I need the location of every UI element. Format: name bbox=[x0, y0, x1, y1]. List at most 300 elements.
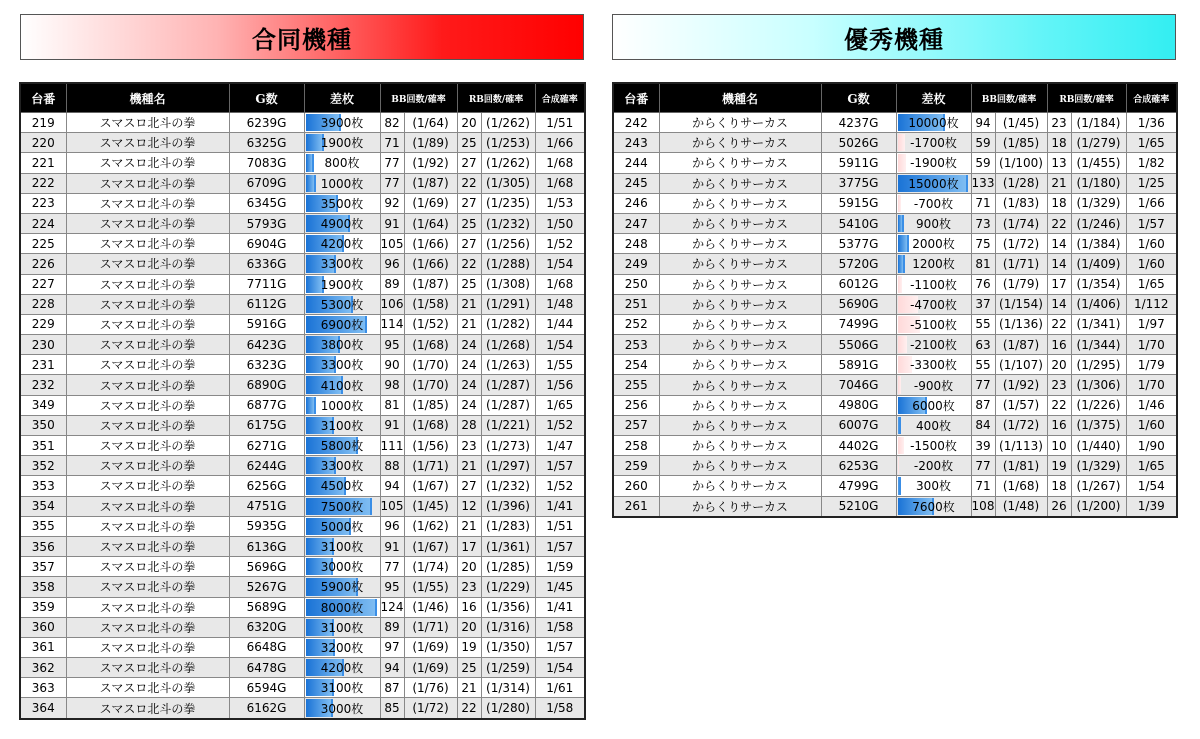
rb-rate-cell: (1/287) bbox=[481, 375, 535, 395]
machine-number-cell: 260 bbox=[613, 476, 659, 496]
bb-rate-cell: (1/89) bbox=[404, 133, 457, 153]
table-row bbox=[613, 173, 1177, 193]
diff-value: 300枚 bbox=[916, 479, 951, 494]
rb-count-cell: 20 bbox=[457, 617, 481, 637]
diff-cell bbox=[304, 637, 380, 657]
machine-number-cell: 350 bbox=[20, 415, 66, 435]
bb-rate-cell: (1/45) bbox=[404, 496, 457, 516]
rb-rate-cell: (1/314) bbox=[481, 678, 535, 698]
total-rate-cell: 1/65 bbox=[535, 395, 585, 415]
model-name-cell: スマスロ北斗の拳 bbox=[66, 617, 229, 637]
rb-count-cell: 27 bbox=[457, 234, 481, 254]
rb-count-cell: 18 bbox=[1047, 133, 1071, 153]
machine-number-cell: 222 bbox=[20, 173, 66, 193]
rb-rate-cell: (1/354) bbox=[1071, 274, 1126, 294]
positive-diff-bar bbox=[898, 215, 904, 232]
diff-cell bbox=[304, 456, 380, 476]
diff-value: 1200枚 bbox=[912, 257, 955, 272]
bb-rate-cell: (1/66) bbox=[404, 234, 457, 254]
diff-value: 1000枚 bbox=[320, 398, 364, 413]
rb-count-cell: 18 bbox=[1047, 193, 1071, 213]
total-rate-cell: 1/57 bbox=[535, 536, 585, 556]
diff-cell bbox=[304, 557, 380, 577]
rb-rate-cell: (1/273) bbox=[481, 436, 535, 456]
games-cell: 6112G bbox=[229, 294, 304, 314]
total-rate-cell: 1/68 bbox=[535, 153, 585, 173]
negative-diff-bar bbox=[898, 276, 903, 293]
total-rate-cell: 1/47 bbox=[535, 436, 585, 456]
machine-number-cell: 224 bbox=[20, 213, 66, 233]
games-cell: 6175G bbox=[229, 415, 304, 435]
rb-count-cell: 25 bbox=[457, 133, 481, 153]
games-cell: 7711G bbox=[229, 274, 304, 294]
table-row bbox=[20, 213, 585, 233]
diff-cell bbox=[896, 436, 971, 456]
bb-rate-cell: (1/67) bbox=[404, 536, 457, 556]
diff-value: 5000枚 bbox=[320, 519, 364, 534]
table-row bbox=[20, 516, 585, 536]
machine-number-cell: 232 bbox=[20, 375, 66, 395]
rb-rate-cell: (1/267) bbox=[1071, 476, 1126, 496]
table-row bbox=[613, 355, 1177, 375]
negative-diff-bar bbox=[898, 376, 902, 393]
bb-count-cell: 71 bbox=[971, 476, 995, 496]
rb-count-cell: 24 bbox=[457, 355, 481, 375]
games-cell: 6007G bbox=[821, 415, 896, 435]
header-bb: BB回数/確率 bbox=[971, 83, 1047, 113]
diff-cell bbox=[896, 274, 971, 294]
total-rate-cell: 1/97 bbox=[1126, 314, 1177, 334]
rb-count-cell: 14 bbox=[1047, 234, 1071, 254]
bb-count-cell: 106 bbox=[380, 294, 404, 314]
total-rate-cell: 1/39 bbox=[1126, 496, 1177, 517]
total-rate-cell: 1/41 bbox=[535, 597, 585, 617]
bb-count-cell: 71 bbox=[380, 133, 404, 153]
rb-rate-cell: (1/229) bbox=[481, 577, 535, 597]
excellent-models-table bbox=[612, 82, 1178, 518]
bb-rate-cell: (1/71) bbox=[995, 254, 1047, 274]
total-rate-cell: 1/79 bbox=[1126, 355, 1177, 375]
games-cell: 6423G bbox=[229, 335, 304, 355]
rb-rate-cell: (1/406) bbox=[1071, 294, 1126, 314]
diff-value: 3100枚 bbox=[320, 620, 364, 635]
table-row bbox=[613, 153, 1177, 173]
games-cell: 5696G bbox=[229, 557, 304, 577]
rb-count-cell: 20 bbox=[457, 113, 481, 133]
bb-count-cell: 95 bbox=[380, 577, 404, 597]
table-row bbox=[20, 698, 585, 719]
bb-count-cell: 124 bbox=[380, 597, 404, 617]
bb-count-cell: 96 bbox=[380, 254, 404, 274]
table-row bbox=[20, 133, 585, 153]
diff-cell bbox=[304, 395, 380, 415]
bb-count-cell: 87 bbox=[380, 678, 404, 698]
diff-cell bbox=[304, 153, 380, 173]
rb-rate-cell: (1/246) bbox=[1071, 213, 1126, 233]
rb-count-cell: 16 bbox=[1047, 415, 1071, 435]
diff-value: 3800枚 bbox=[320, 338, 364, 353]
header-model-name: 機種名 bbox=[659, 83, 821, 113]
machine-number-cell: 354 bbox=[20, 496, 66, 516]
bb-rate-cell: (1/45) bbox=[995, 113, 1047, 133]
machine-number-cell: 359 bbox=[20, 597, 66, 617]
bb-count-cell: 98 bbox=[380, 375, 404, 395]
machine-number-cell: 246 bbox=[613, 193, 659, 213]
diff-cell bbox=[304, 678, 380, 698]
table-row bbox=[20, 536, 585, 556]
bb-rate-cell: (1/69) bbox=[404, 637, 457, 657]
rb-rate-cell: (1/262) bbox=[481, 113, 535, 133]
model-name-cell: スマスロ北斗の拳 bbox=[66, 375, 229, 395]
total-rate-cell: 1/65 bbox=[1126, 133, 1177, 153]
table-row bbox=[20, 658, 585, 678]
total-rate-cell: 1/70 bbox=[1126, 335, 1177, 355]
total-rate-cell: 1/66 bbox=[1126, 193, 1177, 213]
diff-value: 7600枚 bbox=[912, 499, 955, 514]
diff-value: 5300枚 bbox=[320, 297, 364, 312]
model-name-cell: スマスロ北斗の拳 bbox=[66, 536, 229, 556]
rb-count-cell: 24 bbox=[457, 395, 481, 415]
diff-cell bbox=[304, 314, 380, 334]
total-rate-cell: 1/58 bbox=[535, 698, 585, 719]
total-rate-cell: 1/41 bbox=[535, 496, 585, 516]
total-rate-cell: 1/57 bbox=[1126, 213, 1177, 233]
bb-count-cell: 81 bbox=[380, 395, 404, 415]
rb-rate-cell: (1/329) bbox=[1071, 456, 1126, 476]
bb-count-cell: 85 bbox=[380, 698, 404, 719]
rb-count-cell: 26 bbox=[1047, 496, 1071, 517]
total-rate-cell: 1/45 bbox=[535, 577, 585, 597]
rb-rate-cell: (1/279) bbox=[1071, 133, 1126, 153]
model-name-cell: スマスロ北斗の拳 bbox=[66, 274, 229, 294]
diff-cell bbox=[304, 375, 380, 395]
rb-rate-cell: (1/361) bbox=[481, 536, 535, 556]
rb-rate-cell: (1/180) bbox=[1071, 173, 1126, 193]
table-row bbox=[20, 476, 585, 496]
machine-number-cell: 229 bbox=[20, 314, 66, 334]
bb-rate-cell: (1/107) bbox=[995, 355, 1047, 375]
rb-rate-cell: (1/221) bbox=[481, 415, 535, 435]
games-cell: 5916G bbox=[229, 314, 304, 334]
rb-rate-cell: (1/305) bbox=[481, 173, 535, 193]
total-rate-cell: 1/68 bbox=[535, 173, 585, 193]
bb-rate-cell: (1/57) bbox=[995, 395, 1047, 415]
rb-rate-cell: (1/291) bbox=[481, 294, 535, 314]
games-cell: 7499G bbox=[821, 314, 896, 334]
model-name-cell: からくりサーカス bbox=[659, 254, 821, 274]
bb-count-cell: 97 bbox=[380, 637, 404, 657]
rb-rate-cell: (1/226) bbox=[1071, 395, 1126, 415]
rb-count-cell: 25 bbox=[457, 274, 481, 294]
rb-count-cell: 23 bbox=[457, 577, 481, 597]
machine-number-cell: 253 bbox=[613, 335, 659, 355]
rb-count-cell: 20 bbox=[457, 557, 481, 577]
bb-count-cell: 71 bbox=[971, 193, 995, 213]
rb-rate-cell: (1/259) bbox=[481, 658, 535, 678]
diff-value: 800枚 bbox=[324, 156, 360, 171]
bb-count-cell: 76 bbox=[971, 274, 995, 294]
bb-count-cell: 133 bbox=[971, 173, 995, 193]
bb-rate-cell: (1/56) bbox=[404, 436, 457, 456]
bb-rate-cell: (1/69) bbox=[404, 193, 457, 213]
diff-value: 3900枚 bbox=[320, 116, 364, 131]
bb-rate-cell: (1/58) bbox=[404, 294, 457, 314]
diff-value: 3300枚 bbox=[320, 257, 364, 272]
bb-count-cell: 39 bbox=[971, 436, 995, 456]
bb-rate-cell: (1/85) bbox=[404, 395, 457, 415]
bb-rate-cell: (1/67) bbox=[404, 476, 457, 496]
model-name-cell: からくりサーカス bbox=[659, 173, 821, 193]
model-name-cell: スマスロ北斗の拳 bbox=[66, 113, 229, 133]
positive-diff-bar bbox=[898, 417, 902, 434]
machine-number-cell: 220 bbox=[20, 133, 66, 153]
bb-rate-cell: (1/81) bbox=[995, 456, 1047, 476]
bb-rate-cell: (1/136) bbox=[995, 314, 1047, 334]
diff-cell bbox=[304, 516, 380, 536]
model-name-cell: スマスロ北斗の拳 bbox=[66, 678, 229, 698]
bb-count-cell: 89 bbox=[380, 274, 404, 294]
total-rate-cell: 1/61 bbox=[535, 678, 585, 698]
diff-cell bbox=[304, 577, 380, 597]
diff-value: -4700枚 bbox=[910, 297, 957, 312]
model-name-cell: スマスロ北斗の拳 bbox=[66, 173, 229, 193]
positive-diff-bar bbox=[898, 477, 901, 494]
bb-count-cell: 105 bbox=[380, 234, 404, 254]
bb-rate-cell: (1/46) bbox=[404, 597, 457, 617]
total-rate-cell: 1/52 bbox=[535, 476, 585, 496]
bb-rate-cell: (1/79) bbox=[995, 274, 1047, 294]
total-rate-cell: 1/58 bbox=[535, 617, 585, 637]
model-name-cell: スマスロ北斗の拳 bbox=[66, 294, 229, 314]
diff-value: 3300枚 bbox=[320, 358, 364, 373]
header-rb: RB回数/確率 bbox=[457, 83, 535, 113]
diff-cell bbox=[896, 294, 971, 314]
diff-value: 2000枚 bbox=[912, 237, 955, 252]
table-row bbox=[613, 193, 1177, 213]
bb-count-cell: 55 bbox=[971, 314, 995, 334]
bb-rate-cell: (1/71) bbox=[404, 617, 457, 637]
total-rate-cell: 1/57 bbox=[535, 456, 585, 476]
rb-count-cell: 22 bbox=[1047, 314, 1071, 334]
header-rb: RB回数/確率 bbox=[1047, 83, 1126, 113]
model-name-cell: からくりサーカス bbox=[659, 476, 821, 496]
bb-rate-cell: (1/74) bbox=[404, 557, 457, 577]
bb-count-cell: 88 bbox=[380, 456, 404, 476]
diff-value: 1000枚 bbox=[320, 176, 364, 191]
table-row bbox=[613, 496, 1177, 517]
header-total-rate: 合成確率 bbox=[535, 83, 585, 113]
table-header-row bbox=[613, 83, 1177, 113]
header-machine-no: 台番 bbox=[20, 83, 66, 113]
rb-count-cell: 22 bbox=[1047, 213, 1071, 233]
bb-count-cell: 95 bbox=[380, 335, 404, 355]
bb-rate-cell: (1/113) bbox=[995, 436, 1047, 456]
diff-cell bbox=[896, 213, 971, 233]
machine-number-cell: 227 bbox=[20, 274, 66, 294]
table-row bbox=[20, 678, 585, 698]
table-row bbox=[20, 173, 585, 193]
bb-count-cell: 94 bbox=[380, 476, 404, 496]
games-cell: 6256G bbox=[229, 476, 304, 496]
games-cell: 6325G bbox=[229, 133, 304, 153]
diff-value: 4500枚 bbox=[320, 479, 364, 494]
bb-count-cell: 63 bbox=[971, 335, 995, 355]
table-row bbox=[20, 375, 585, 395]
rb-count-cell: 21 bbox=[457, 294, 481, 314]
header-bb: BB回数/確率 bbox=[380, 83, 457, 113]
rb-rate-cell: (1/316) bbox=[481, 617, 535, 637]
games-cell: 7046G bbox=[821, 375, 896, 395]
total-rate-cell: 1/68 bbox=[535, 274, 585, 294]
games-cell: 6478G bbox=[229, 658, 304, 678]
model-name-cell: スマスロ北斗の拳 bbox=[66, 234, 229, 254]
rb-rate-cell: (1/356) bbox=[481, 597, 535, 617]
total-rate-cell: 1/54 bbox=[1126, 476, 1177, 496]
diff-cell bbox=[304, 536, 380, 556]
games-cell: 5210G bbox=[821, 496, 896, 517]
bb-rate-cell: (1/28) bbox=[995, 173, 1047, 193]
model-name-cell: スマスロ北斗の拳 bbox=[66, 254, 229, 274]
games-cell: 6136G bbox=[229, 536, 304, 556]
negative-diff-bar bbox=[898, 457, 899, 474]
table-row bbox=[20, 254, 585, 274]
table-row bbox=[20, 577, 585, 597]
rb-count-cell: 20 bbox=[1047, 355, 1071, 375]
games-cell: 6244G bbox=[229, 456, 304, 476]
rb-count-cell: 24 bbox=[457, 375, 481, 395]
bb-rate-cell: (1/72) bbox=[995, 234, 1047, 254]
diff-cell bbox=[304, 294, 380, 314]
rb-rate-cell: (1/200) bbox=[1071, 496, 1126, 517]
diff-cell bbox=[896, 113, 971, 133]
table-row bbox=[20, 597, 585, 617]
diff-cell bbox=[896, 153, 971, 173]
rb-rate-cell: (1/341) bbox=[1071, 314, 1126, 334]
diff-value: 6900枚 bbox=[320, 317, 364, 332]
model-name-cell: スマスロ北斗の拳 bbox=[66, 415, 229, 435]
rb-rate-cell: (1/263) bbox=[481, 355, 535, 375]
rb-rate-cell: (1/287) bbox=[481, 395, 535, 415]
table-row bbox=[20, 355, 585, 375]
model-name-cell: スマスロ北斗の拳 bbox=[66, 456, 229, 476]
diff-value: 4100枚 bbox=[320, 378, 364, 393]
machine-number-cell: 352 bbox=[20, 456, 66, 476]
total-rate-cell: 1/36 bbox=[1126, 113, 1177, 133]
games-cell: 7083G bbox=[229, 153, 304, 173]
rb-count-cell: 22 bbox=[457, 254, 481, 274]
bb-count-cell: 92 bbox=[380, 193, 404, 213]
total-rate-cell: 1/46 bbox=[1126, 395, 1177, 415]
diff-cell bbox=[896, 314, 971, 334]
diff-value: -1700枚 bbox=[910, 136, 957, 151]
diff-value: 4200枚 bbox=[320, 661, 364, 676]
machine-number-cell: 364 bbox=[20, 698, 66, 719]
total-rate-cell: 1/65 bbox=[1126, 456, 1177, 476]
diff-cell bbox=[304, 597, 380, 617]
total-rate-cell: 1/53 bbox=[535, 193, 585, 213]
diff-cell bbox=[304, 193, 380, 213]
table-row bbox=[20, 153, 585, 173]
rb-count-cell: 22 bbox=[457, 173, 481, 193]
bb-rate-cell: (1/72) bbox=[995, 415, 1047, 435]
bb-rate-cell: (1/48) bbox=[995, 496, 1047, 517]
bb-rate-cell: (1/68) bbox=[404, 415, 457, 435]
diff-value: 10000枚 bbox=[908, 116, 959, 131]
diff-value: -5100枚 bbox=[910, 317, 957, 332]
bb-count-cell: 77 bbox=[380, 557, 404, 577]
table-row bbox=[613, 375, 1177, 395]
rb-count-cell: 14 bbox=[1047, 254, 1071, 274]
header-diff: 差枚 bbox=[896, 83, 971, 113]
games-cell: 6239G bbox=[229, 113, 304, 133]
bb-count-cell: 105 bbox=[380, 496, 404, 516]
rb-rate-cell: (1/375) bbox=[1071, 415, 1126, 435]
total-rate-cell: 1/55 bbox=[535, 355, 585, 375]
machine-number-cell: 225 bbox=[20, 234, 66, 254]
rb-count-cell: 19 bbox=[1047, 456, 1071, 476]
diff-cell bbox=[304, 617, 380, 637]
machine-number-cell: 219 bbox=[20, 113, 66, 133]
machine-number-cell: 353 bbox=[20, 476, 66, 496]
model-name-cell: からくりサーカス bbox=[659, 193, 821, 213]
model-name-cell: スマスロ北斗の拳 bbox=[66, 193, 229, 213]
model-name-cell: からくりサーカス bbox=[659, 294, 821, 314]
bb-rate-cell: (1/55) bbox=[404, 577, 457, 597]
bb-count-cell: 87 bbox=[971, 395, 995, 415]
total-rate-cell: 1/44 bbox=[535, 314, 585, 334]
total-rate-cell: 1/57 bbox=[535, 637, 585, 657]
bb-count-cell: 108 bbox=[971, 496, 995, 517]
total-rate-cell: 1/66 bbox=[535, 133, 585, 153]
bb-count-cell: 91 bbox=[380, 536, 404, 556]
model-name-cell: スマスロ北斗の拳 bbox=[66, 658, 229, 678]
games-cell: 6890G bbox=[229, 375, 304, 395]
diff-cell bbox=[896, 335, 971, 355]
machine-number-cell: 249 bbox=[613, 254, 659, 274]
table-row bbox=[613, 213, 1177, 233]
table-row bbox=[20, 637, 585, 657]
diff-value: -700枚 bbox=[913, 196, 954, 211]
machine-number-cell: 257 bbox=[613, 415, 659, 435]
model-name-cell: スマスロ北斗の拳 bbox=[66, 698, 229, 719]
diff-value: 3500枚 bbox=[320, 196, 364, 211]
machine-number-cell: 223 bbox=[20, 193, 66, 213]
diff-value: 5900枚 bbox=[320, 580, 364, 595]
rb-count-cell: 24 bbox=[457, 335, 481, 355]
rb-rate-cell: (1/282) bbox=[481, 314, 535, 334]
table-row bbox=[20, 193, 585, 213]
positive-diff-bar bbox=[306, 397, 317, 414]
model-name-cell: スマスロ北斗の拳 bbox=[66, 637, 229, 657]
rb-rate-cell: (1/262) bbox=[481, 153, 535, 173]
table-row bbox=[613, 415, 1177, 435]
games-cell: 5267G bbox=[229, 577, 304, 597]
bb-rate-cell: (1/92) bbox=[404, 153, 457, 173]
rb-count-cell: 25 bbox=[457, 658, 481, 678]
header-games: G数 bbox=[821, 83, 896, 113]
model-name-cell: からくりサーカス bbox=[659, 234, 821, 254]
machine-number-cell: 351 bbox=[20, 436, 66, 456]
diff-cell bbox=[304, 274, 380, 294]
bb-count-cell: 94 bbox=[380, 658, 404, 678]
rb-count-cell: 27 bbox=[457, 476, 481, 496]
total-rate-cell: 1/90 bbox=[1126, 436, 1177, 456]
diff-value: 7500枚 bbox=[320, 499, 364, 514]
rb-count-cell: 23 bbox=[457, 436, 481, 456]
total-rate-cell: 1/50 bbox=[535, 213, 585, 233]
bb-count-cell: 77 bbox=[971, 375, 995, 395]
rb-rate-cell: (1/306) bbox=[1071, 375, 1126, 395]
